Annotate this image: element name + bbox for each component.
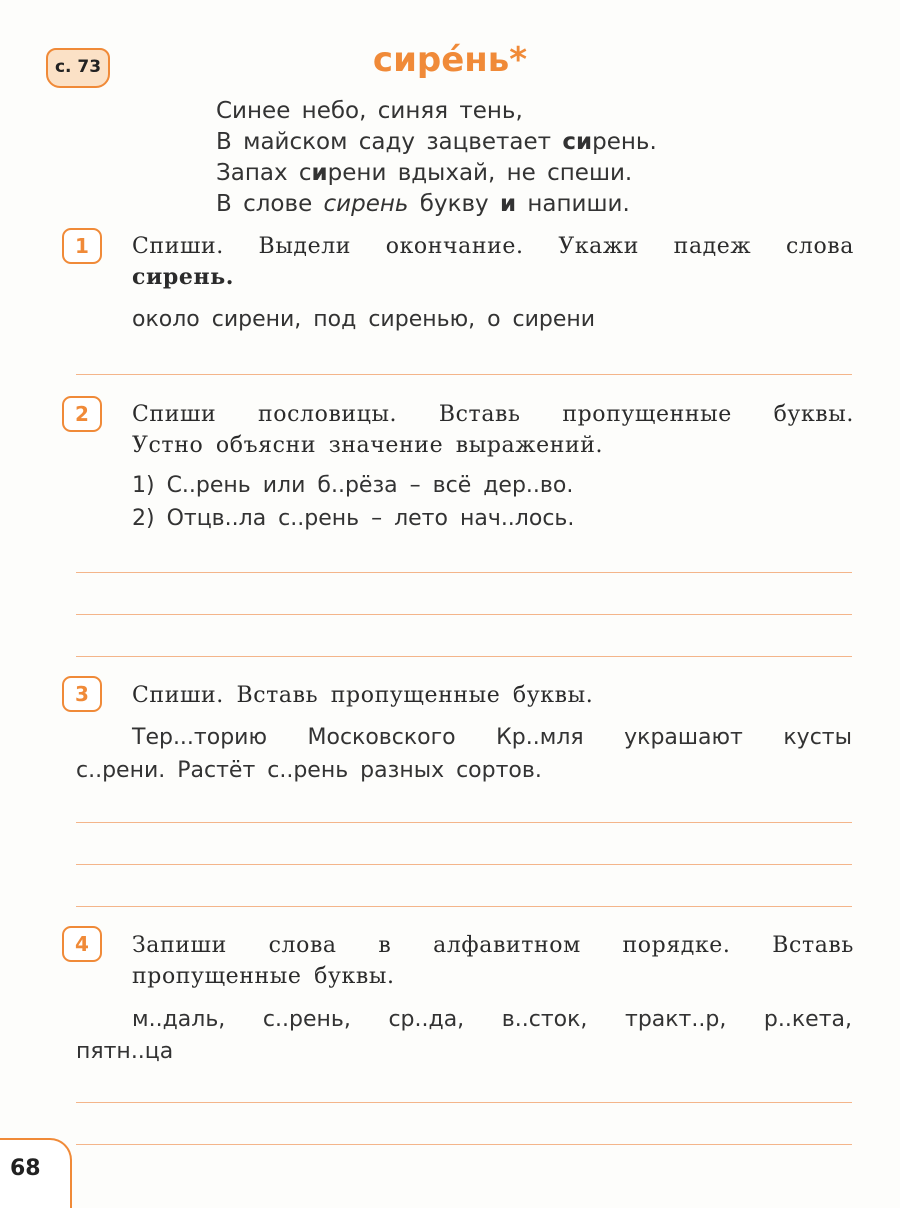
writing-line [76, 572, 852, 573]
task-number-badge: 2 [62, 396, 102, 432]
task-instruction: Устно объясни значение выражений. [132, 433, 604, 458]
task-instruction: Спиши пословицы. Вставь пропущенные буквы. [132, 402, 854, 427]
page-reference-badge: с. 73 [46, 48, 110, 88]
poem-line: В майском саду зацветает сирень. [216, 129, 657, 155]
task-exercise-text: около сирени, под сиренью, о сирени [132, 307, 596, 332]
poem-line: Синее небо, синяя тень, [216, 98, 523, 124]
proverb-item: 2) Отцв..ла с..рень – лето нач..лось. [132, 506, 575, 531]
task-exercise-text: с..рени. Растёт с..рень разных сортов. [76, 758, 542, 783]
word-list: м..даль, с..рень, ср..да, в..сток, тракт..р, р..кета, [132, 1007, 852, 1032]
writing-line [76, 1102, 852, 1103]
writing-line [76, 864, 852, 865]
writing-line [76, 822, 852, 823]
task-number-badge: 4 [62, 926, 102, 962]
task-instruction: пропущенные буквы. [132, 964, 395, 989]
proverb-item: 1) С..рень или б..рёза – всё дер..во. [132, 473, 574, 498]
task-instruction: Запиши слова в алфавитном порядке. Вставь [132, 933, 854, 958]
writing-line [76, 374, 852, 375]
page-title: сире́нь* [372, 40, 528, 80]
task-number-badge: 1 [62, 228, 102, 264]
poem [216, 96, 657, 220]
task-exercise-text: Тер...торию Московского Кр..мля украшают кусты [132, 725, 852, 750]
word-list: пятн..ца [76, 1039, 174, 1064]
task-instruction: сирень. [132, 264, 234, 290]
poem-line: Запах сирени вдыхай, не спеши. [216, 160, 633, 186]
task-number-badge: 3 [62, 676, 102, 712]
page-number: 68 [10, 1156, 41, 1181]
task-instruction: Спиши. Выдели окончание. Укажи падеж слова [132, 234, 854, 259]
writing-line [76, 1144, 852, 1145]
poem-line: В слове сирень букву и напиши. [216, 191, 630, 217]
writing-line [76, 656, 852, 657]
writing-line [76, 614, 852, 615]
task-instruction: Спиши. Вставь пропущенные буквы. [132, 683, 594, 708]
writing-line [76, 906, 852, 907]
